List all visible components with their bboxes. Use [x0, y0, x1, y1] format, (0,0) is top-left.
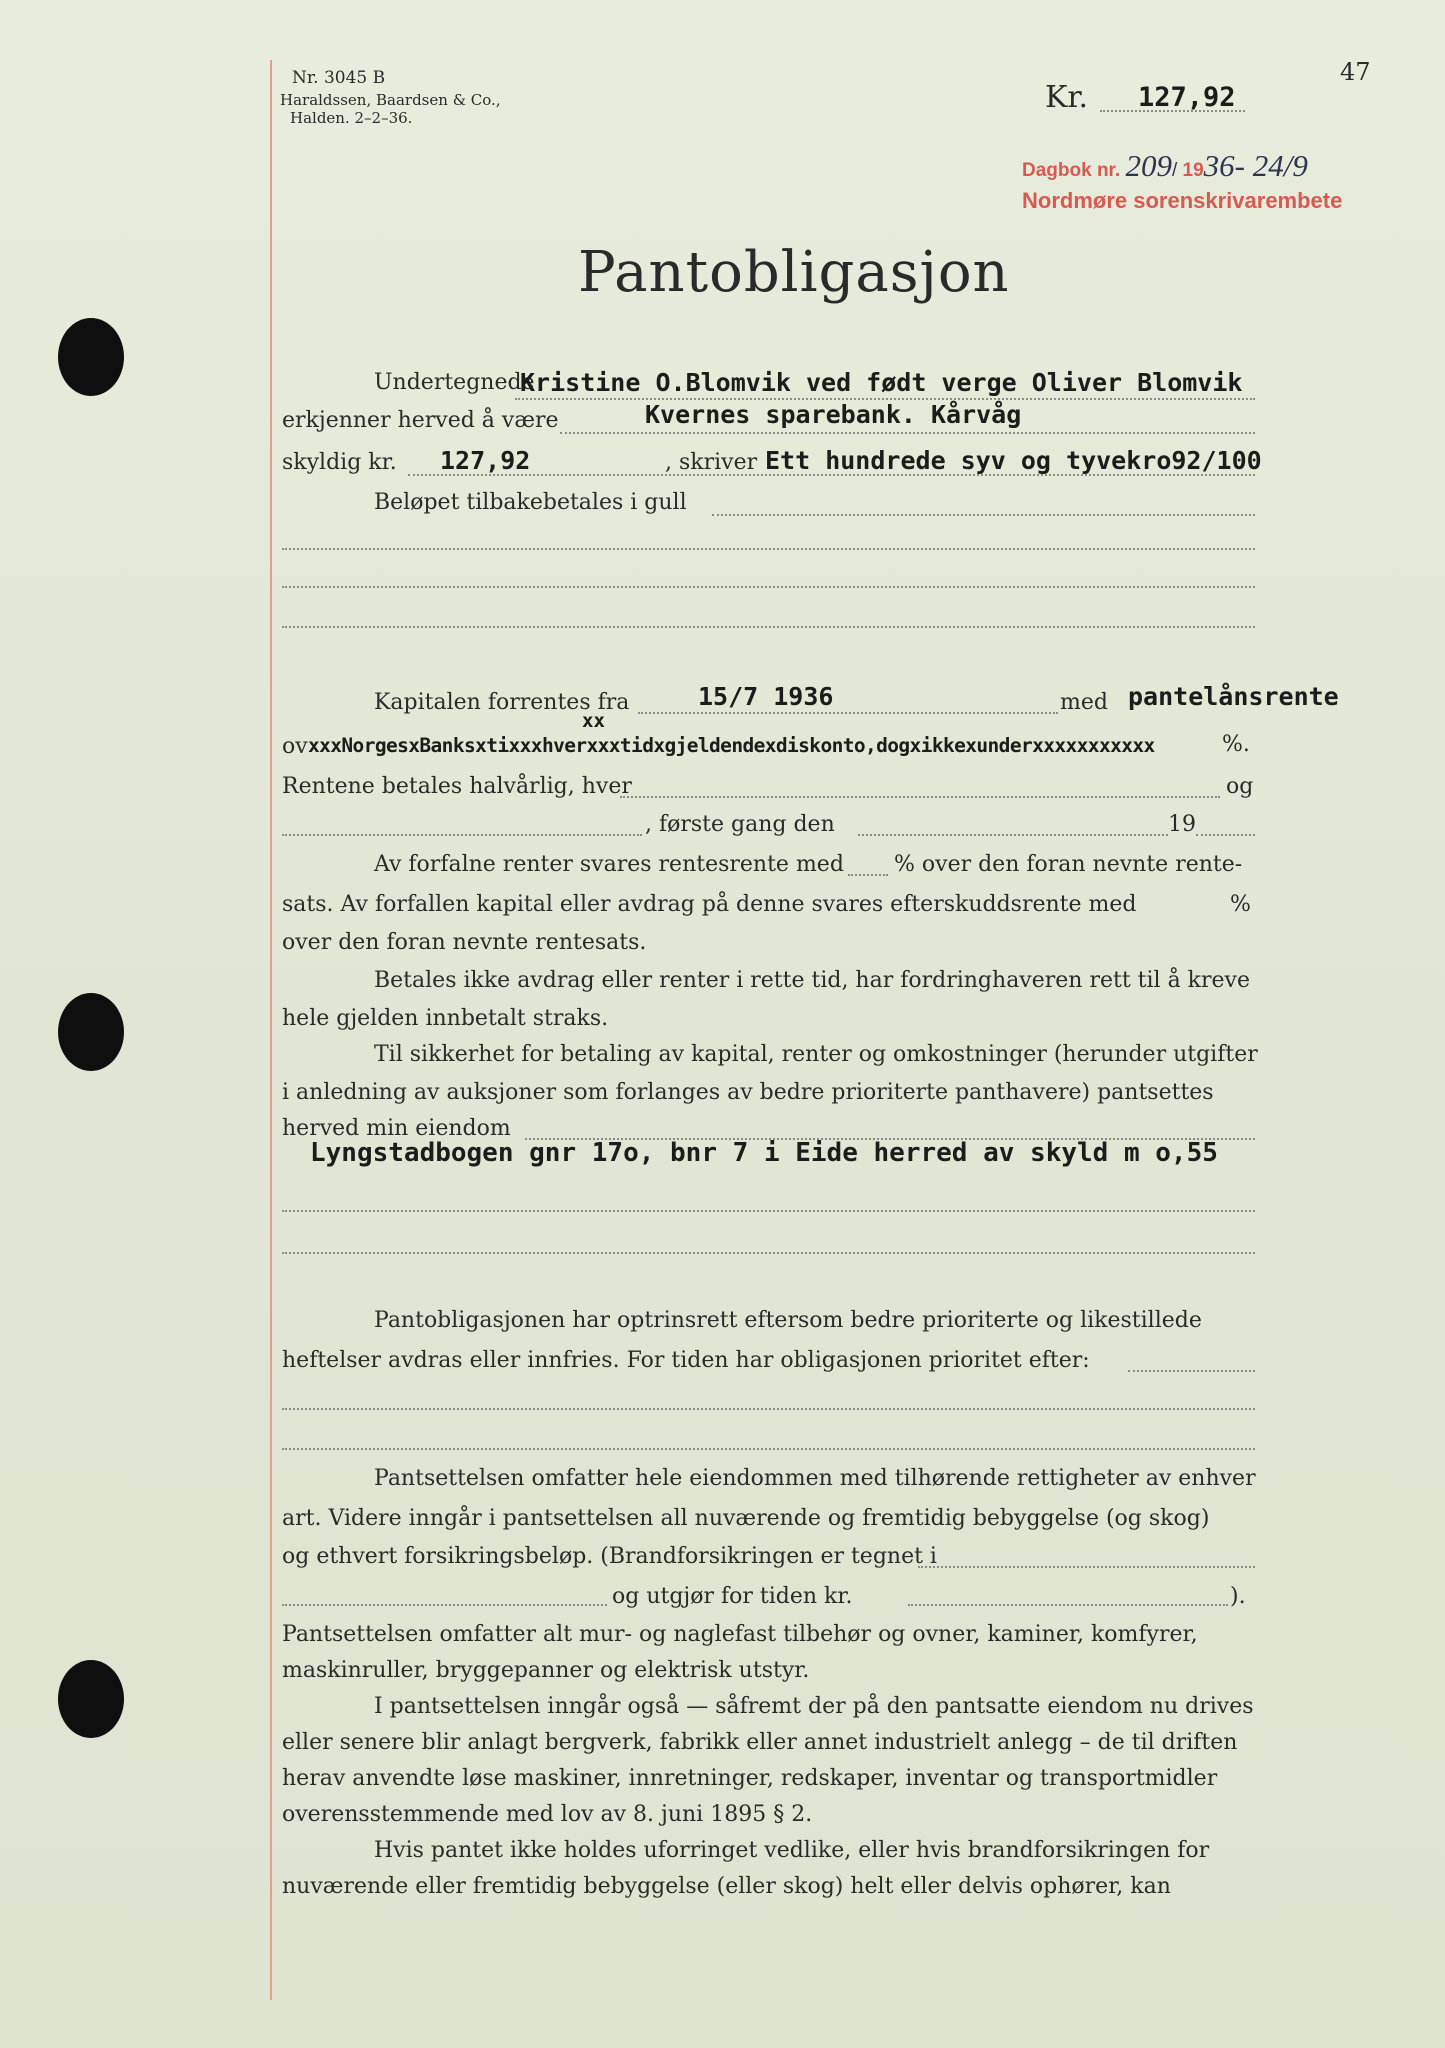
para2-line2: hele gjelden innbetalt straks. [282, 1006, 609, 1031]
undertegnede-label: Undertegnede [374, 370, 535, 395]
year-line [1196, 834, 1255, 836]
margin-rule [270, 60, 272, 2000]
skyldig-label: skyldig kr. [282, 450, 397, 475]
crossed-marks: xx [582, 710, 605, 732]
para4-line1: Pantobligasjonen har optrinsrett eftersom bedre prioriterte og likestillede [374, 1308, 1202, 1333]
skriver-value: Ett hundrede syv og tyvekro92/100 [765, 446, 1262, 475]
kapital-date: 15/7 1936 [698, 682, 834, 711]
skyldig-value: 127,92 [440, 446, 531, 475]
forste-gang-line-left [282, 834, 642, 836]
forste-gang-line-right [858, 834, 1168, 836]
para5-line5: Pantsettelsen omfatter alt mur- og naglefast tilbehør og ovner, kaminer, komfyrer, [282, 1622, 1198, 1647]
og-label: og [1226, 774, 1254, 799]
rentene-label: Rentene betales halvårlig, hver [282, 774, 632, 799]
skyldig-line [408, 474, 1255, 476]
office-stamp: Nordmøre sorenskrivarembete [1022, 188, 1343, 213]
year-prefix-19: 19 [1168, 812, 1196, 837]
blank-line-3 [282, 626, 1255, 628]
para1-line2b: % [1230, 892, 1251, 917]
para5-line4-end: ). [1230, 1584, 1246, 1609]
forste-gang-label: , første gang den [645, 812, 835, 837]
para5-line2: art. Videre inngår i pantsettelsen all nuværende og fremtidig bebyggelse (og skog) [282, 1506, 1210, 1531]
para6-line4: overensstemmende med lov av 8. juni 1895 § 2. [282, 1802, 813, 1827]
blank-line-2 [282, 586, 1255, 588]
para5-line6: maskinruller, bryggepanner og elektrisk utstyr. [282, 1658, 810, 1683]
para7-line2: nuværende eller fremtidig bebyggelse (eller skog) helt eller delvis ophører, kan [282, 1874, 1171, 1899]
dagbok-year: 36 [1203, 148, 1235, 183]
amount-value: 127,92 [1138, 82, 1236, 113]
punch-hole-top [58, 318, 124, 396]
blank-line-5 [282, 1252, 1255, 1254]
utgjor-line-right [908, 1604, 1228, 1606]
para1-line1b: % over den foran nevnte rente- [894, 852, 1243, 877]
para6-line2: eller senere blir anlagt bergverk, fabrikk eller annet industrielt anlegg – de til driften [282, 1730, 1238, 1755]
blank-line-6 [282, 1408, 1255, 1410]
kapital-label: Kapitalen forrentes fra [374, 690, 630, 715]
para3-line1: Til sikkerhet for betaling av kapital, renter og omkostninger (herunder utgifter [374, 1042, 1258, 1067]
para7-line1: Hvis pantet ikke holdes uforringet vedlike, eller hvis brandforsikringen for [374, 1838, 1210, 1863]
punch-hole-bottom [58, 1660, 124, 1738]
erkjenner-label: erkjenner herved å være [282, 408, 559, 433]
form-number: Nr. 3045 B [292, 68, 386, 88]
amount-label: Kr. [1045, 80, 1088, 115]
belopet-text: Beløpet tilbakebetales i gull [374, 490, 687, 515]
crossed-line-prefix: ov [282, 734, 308, 759]
para1-line3: over den foran nevnte rentesats. [282, 930, 647, 955]
printer-line-2: Halden. 2–2–36. [290, 109, 413, 127]
dagbok-date: - 24/9 [1234, 148, 1308, 183]
blank-line-7 [282, 1448, 1255, 1450]
prioritet-line [1128, 1370, 1255, 1372]
para3-line2: i anledning av auksjoner som forlanges av bedre prioriterte panthavere) pantsettes [282, 1080, 1214, 1105]
para5-line3: og ethvert forsikringsbeløp. (Brandforsikringen er tegnet i [282, 1544, 937, 1569]
brandforsikring-line [918, 1566, 1255, 1568]
erkjenner-value: Kvernes sparebank. Kårvåg [645, 400, 1022, 429]
para6-line1: I pantsettelsen inngår også — såfremt der på den pantsatte eiendom nu drives [374, 1694, 1254, 1719]
punch-hole-middle [58, 993, 124, 1071]
dagbok-number: 209 [1125, 148, 1172, 183]
para5-line4: og utgjør for tiden kr. [612, 1584, 853, 1609]
belopet-line [712, 514, 1255, 516]
para3-line3: herved min eiendom [282, 1116, 511, 1141]
percent-sign: %. [1222, 732, 1250, 757]
para4-line2: heftelser avdras eller innfries. For tiden har obligasjonen prioritet efter: [282, 1348, 1090, 1373]
document-title: Pantobligasjon [578, 240, 1010, 305]
property-description: Lyngstadbogen gnr 17o, bnr 7 i Eide herred av skyld m o,55 [310, 1138, 1218, 1168]
rente-value: pantelånsrente [1128, 682, 1339, 711]
kapital-line [638, 712, 1058, 714]
rentene-line [620, 796, 1220, 798]
blank-line-4 [282, 1210, 1255, 1212]
para5-line1: Pantsettelsen omfatter hele eiendommen med tilhørende rettigheter av enhver [374, 1466, 1256, 1491]
para2-line1: Betales ikke avdrag eller renter i rette tid, har fordringhaveren rett til å kreve [374, 968, 1250, 993]
dagbok-label: Dagbok nr. [1022, 160, 1121, 181]
med-label: med [1060, 690, 1108, 715]
para1-line1: Av forfalne renter svares rentesrente med [374, 852, 844, 877]
skriver-label: , skriver [665, 450, 758, 475]
utgjor-line-left [282, 1604, 607, 1606]
para1-blank-a [848, 874, 888, 876]
para1-line2: sats. Av forfallen kapital eller avdrag på denne svares efterskuddsrente med [282, 892, 1137, 917]
page-number: 47 [1340, 58, 1371, 86]
crossed-out-clause: xxxNorgesxBanksxtixxxhverxxxtidxgjeldendexdiskonto,dogxikkexunderxxxxxxxxxxx [308, 734, 1155, 757]
para6-line3: herav anvendte løse maskiner, innretninger, redskaper, inventar og transportmidler [282, 1766, 1218, 1791]
undertegnede-value: Kristine O.Blomvik ved født verge Oliver Blomvik [520, 368, 1243, 397]
printer-line-1: Haraldssen, Baardsen & Co., [280, 91, 501, 109]
dagbok-year-prefix: 19 [1182, 160, 1204, 181]
erkjenner-line [560, 432, 1255, 434]
blank-line-1 [282, 548, 1255, 550]
dagbok-stamp-label: Dagbok nr. 209/ 1936- 24/9 [1022, 148, 1308, 183]
